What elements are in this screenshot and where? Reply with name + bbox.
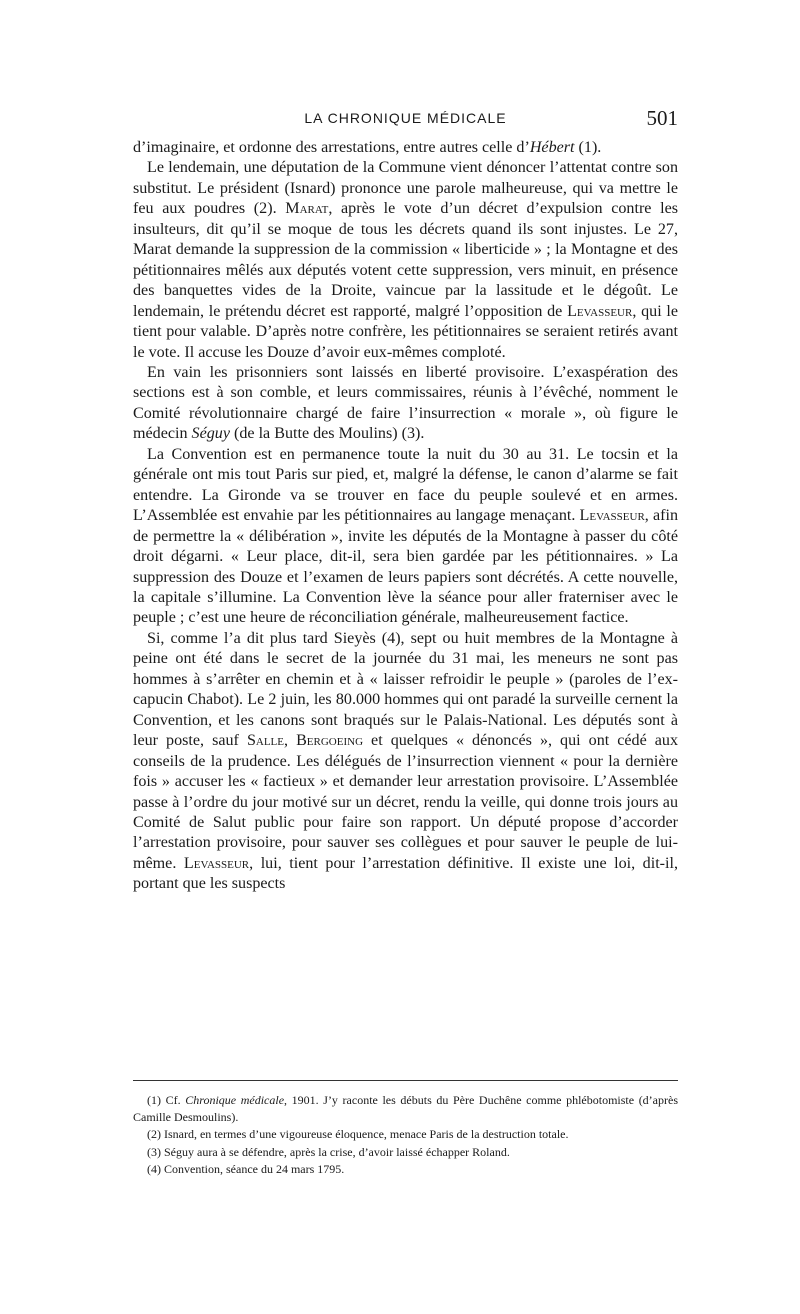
running-title: LA CHRONIQUE MÉDICALE [304, 110, 507, 126]
footnote-4: (4) Convention, séance du 24 mars 1795. [147, 1161, 345, 1176]
text-run: (1). [574, 139, 602, 156]
text-run: La Convention est en permanence toute la nuit du 30 au 31. Le tocsin et la générale ont mis tout Paris sur pied, et, malgré la défense, le canon d’alarme se fait entendre. La Gironde va se trouver en face du peuple soulevé et en armes. L’Assemblée est envahie par les pétitionnaires au langage menaçant. [133, 445, 678, 525]
italic-name-hebert: Hébert [529, 139, 575, 156]
footnote-3: (3) Séguy aura à se défendre, après la crise, d’avoir laissé échapper Roland. [147, 1144, 510, 1159]
small-caps-name-bergoeing: Bergoeing [296, 732, 364, 750]
page-number: 501 [646, 106, 678, 130]
text-run: , lui, tient pour l’arrestation définitive. Il existe une loi, dit-il, portant que les suspects [133, 854, 678, 893]
paragraph-5 [133, 629, 678, 895]
text-run: d’imaginaire, et ordonne des arrestations, entre autres celle d’ [133, 139, 530, 156]
footnote-1 [133, 1092, 678, 1126]
small-caps-name-levasseur: Levasseur [183, 854, 250, 872]
footnote-divider [133, 1080, 678, 1081]
paragraph-3 [133, 363, 678, 445]
text-run: , afin de permettre la « délibération », invite les députés de la Montagne à passer du côté droit dégarni. « Leur place, dit-il, sera bien gardée par les pétitionnaires. » La suppression des Douze et l’examen de leurs papiers sont décrétés. A cette nouvelle, la capitale s’illumine. La Convention lève la séance pour aller fraterniser avec le peuple ; c’est une heure de réconciliation générale, malheureusement factice. [133, 507, 678, 627]
text-run: , qui le tient pour valable. D’après notre confrère, les pétitionnaires se seraient retirés avant le vote. Il accuse les Douze d’avoir eux-mêmes comploté. [133, 302, 679, 361]
small-caps-name-marat: Marat [285, 200, 329, 218]
page-header [133, 106, 678, 132]
footnotes [133, 1092, 678, 1178]
small-caps-name-salle: Salle [246, 732, 284, 750]
paragraph-2 [133, 158, 678, 363]
text-run: (de la Butte des Moulins) (3). [229, 425, 425, 443]
italic-name-seguy: Séguy [191, 425, 230, 443]
small-caps-name-levasseur: Levasseur [567, 302, 633, 320]
text-run: , après le vote d’un décret d’expulsion contre les insulteurs, dit qu’il se moque de tous les décrets quand ils sont injustes. Le 27, Marat demande la suppression de la commission « liberticide » ; la Montagne et des pétitionnaires mêlés aux députés votent cette suppression, vers minuit, en présence des banquettes vides de la Droite, vaincue par la lassitude et le dégoût. Le lendemain, le prétendu décret est rapporté, malgré l’opposition de [133, 200, 679, 320]
text-run: (1) Cf. [147, 1093, 186, 1107]
text-run: Si, comme l’a dit plus tard Sieyès (4), sept ou huit membres de la Montagne à peine ont été dans le secret de la journée du 31 mai, les meneurs ne sont pas hommes à s’arrêter en chemin et à « laisser refroidir le peuple » (paroles de l’ex-capucin Chabot). Le 2 juin, les 80.000 hommes qui ont paradé la surveille cernent la Convention, et les canons sont braqués sur le Palais-National. Les députés sont à leur poste, sauf [133, 629, 678, 750]
body-text [133, 138, 678, 895]
italic-title: Chronique médicale [185, 1093, 285, 1107]
text-run: En vain les prisonniers sont laissés en liberté provisoire. L’exaspération des sections est à son comble, et leurs commissaires, réunis à l’évêché, nomment le Comité révolutionnaire chargé de faire l’insurrection « morale », où figure le médecin [133, 363, 678, 443]
small-caps-name-levasseur: Levasseur [579, 507, 645, 525]
text-run: , [284, 732, 297, 750]
text-run: Le lendemain, une députation de la Commune vient dénoncer l’attentat contre son substitut. Le président (Isnard) prononce une parole malheureuse, qui va mettre le feu aux poudres (2). [133, 159, 678, 218]
text-run: , 1901. J’y raconte les débuts du Père Duchêne comme phlébotomiste (d’après Camille Desmoulins). [133, 1093, 678, 1125]
paragraph-1 [133, 138, 678, 158]
text-run: et quelques « dénoncés », qui ont cédé aux conseils de la prudence. Les délégués de l’insurrection viennent « pour la dernière fois » accuser les « factieux » et demander leur arrestation provisoire. L’Assemblée passe à l’ordre du jour motivé sur un décret, rendu la veille, qui donne trois jours au Comité de Salut public pour faire son rapport. Un député propose d’accorder l’arrestation provisoire, pour sauver ses collègues et pour sauver le peuple de lui-même. [133, 732, 678, 872]
paragraph-4 [133, 445, 678, 629]
footnote-2: (2) Isnard, en termes d’une vigoureuse éloquence, menace Paris de la destruction totale. [147, 1127, 569, 1142]
